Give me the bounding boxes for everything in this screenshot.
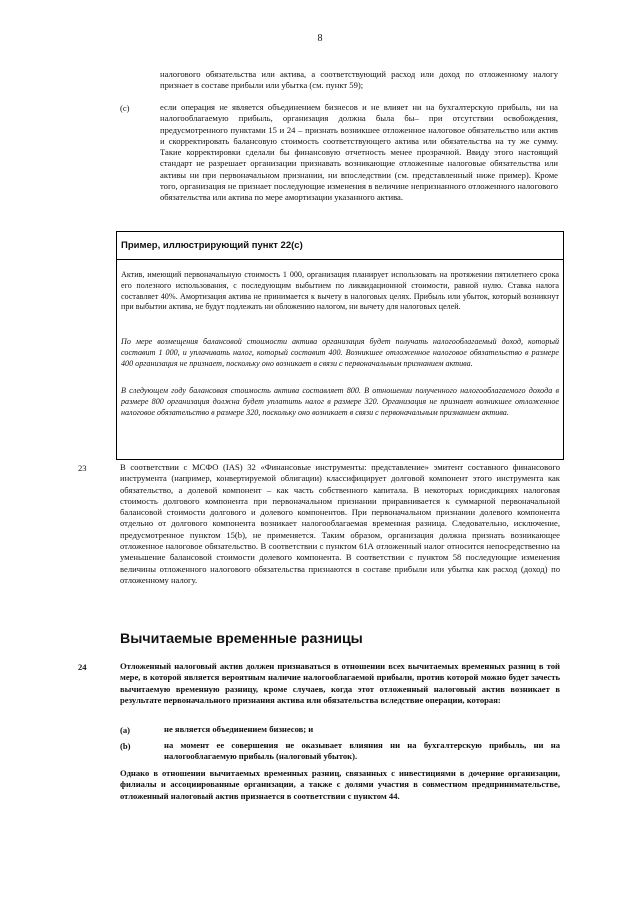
paragraph-23-number: 23	[78, 463, 87, 473]
page-number: 8	[317, 33, 323, 44]
paragraph-24-number: 24	[78, 662, 87, 672]
intro-continuation: налогового обязательства или актива, а соответствующий расход или доход по отложенному налогу признает в составе прибыли или убытка (см. пункт 59);	[160, 69, 558, 91]
example-paragraph-3: В следующем году балансовая стоимость актива составляет 800. В отношении полученного налогооблагаемого дохода в размере 800 организация должна будет уплатить налог в размере 320. Организация не признает возникшее отложенное налоговое обязательство в размере 320, поскольку оно возникает в связи с первоначальным признанием актива.	[121, 386, 559, 417]
section-heading: Вычитаемые временные разницы	[120, 631, 363, 647]
item-c-text: если операция не является объединением бизнесов и не влияет ни на бухгалтерскую прибыль, ни на налогооблагаемую прибыль, организация должна была бы– при отсутствии освобождения, предусмотренного пунктами 15 и 24 – признать возникшее отложенное налоговое обязательство или актив и скорректировать балансовую стоимость соответствующего актива или обязательства на ту же сумму. Такие корректировки сделали бы финансовую отчетность менее прозрачной. Ввиду этого настоящий стандарт не разрешает организации признавать возникающие отложенные налоговые обязательства или активы ни при первоначальном признании, ни впоследствии (см. представленный ниже пример). Кроме того, организация не признает последующие изменения в величине непризнанного отложенного налогового обязательства или актива по мере амортизации указанного актива.	[160, 102, 558, 203]
paragraph-24-closing: Однако в отношении вычитаемых временных разниц, связанных с инвестициями в дочерние организации, филиалы и ассоциированные организации, а также с долями участия в совместном предпринимательстве, отложенный налоговый актив признается в соответствии с пунктом 44.	[120, 768, 560, 801]
paragraph-24-text: Отложенный налоговый актив должен признаваться в отношении всех вычитаемых временных разниц в той мере, в которой является вероятным наличие налогооблагаемой прибыли, против которой можно будет зачесть вычитаемую временную разницу, кроме случаев, когда этот отложенный налоговый актив возникает в результате первоначального признания актива или обязательства вследствие операции, которая:	[120, 661, 560, 705]
item-a-text: не является объединением бизнесов; и	[164, 724, 314, 734]
example-box	[116, 231, 564, 460]
item-b-text: на момент ее совершения не оказывает влияния ни на бухгалтерскую прибыль, ни на налогооблагаемую прибыль (налоговый убыток).	[164, 740, 560, 762]
paragraph-23-text: В соответствии с МСФО (IAS) 32 «Финансовые инструменты: представление» эмитент составного финансового инструмента (например, конвертируемой облигации) классифицирует долговой компонент этого инструмента как обязательство, а долевой компонент – как часть собственного капитала. В некоторых юрисдикциях налоговая стоимость долгового компонента при первоначальном признании приравнивается к суммарной первоначальной балансовой стоимости долгового и долевого компонентов. При первоначальном признании долевого компонента отдельно от долгового компонента возникает налогооблагаемая временная разница. Следовательно, исключение, предусмотренное пунктом 15(b), не применяется. Таким образом, организация должна признать возникающее отложенное налоговое обязательство. В соответствии с пунктом 61А отложенный налог относится непосредственно на уменьшение балансовой стоимости долевого компонента. В соответствии с пунктом 58 последующие изменения величины отложенного налогового обязательства признаются в составе прибыли или убытка как расход (доход) по отложенному налогу.	[120, 462, 560, 585]
example-paragraph-2: По мере возмещения балансовой стоимости актива организация будет получать налогооблагаемый доход, который составит 1 000, и уплачивать налог, который составит 400. Возникшее отложенное налоговое обязательство в размере 400 организация не признает, поскольку оно возникает в связи с первоначальным признанием актива.	[121, 337, 559, 368]
item-a-label: (а)	[120, 725, 131, 735]
example-box-title: Пример, иллюстрирующий пункт 22(с)	[117, 232, 563, 260]
item-c-label: (c)	[120, 103, 130, 113]
example-paragraph-1: Актив, имеющий первоначальную стоимость 1 000, организация планирует использовать на протяжении пятилетнего срока его полезного использования, с последующим выбытием по ликвидационной стоимости, равной нулю. Ставка налога составляет 40%. Амортизация актива не принимается к вычету в налоговых целях. Прибыль или убыток, который возникнут при выбытии актива, не будут подлежать ни обложению налогом, ни вычету для налоговых целей.	[121, 270, 559, 312]
item-b-label: (b)	[120, 741, 131, 751]
